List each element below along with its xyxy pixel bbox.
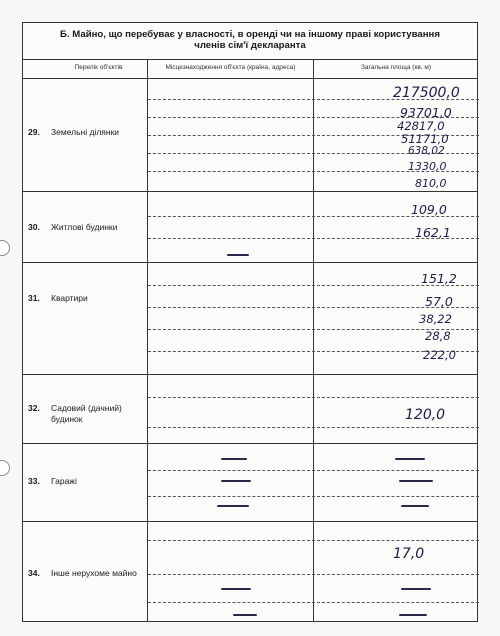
area-value: 28,8 <box>425 329 451 343</box>
area-value: 222,0 <box>423 348 456 362</box>
area-value: 810,0 <box>415 177 447 190</box>
area-value: 217500,0 <box>393 85 460 101</box>
section-houses <box>23 192 477 263</box>
section-label: Квартири <box>51 293 88 303</box>
area-value: 638,02 <box>408 145 445 157</box>
area-value: 57,0 <box>425 294 453 309</box>
binder-hole-top <box>0 240 10 256</box>
area-value: 17,0 <box>393 546 425 562</box>
column-header-location: Місцезнаходження об'єкта (країна, адреса) <box>165 64 296 71</box>
section-label: Житлові будинки <box>51 222 118 232</box>
section-number: 34. <box>28 568 40 578</box>
section-apartments <box>23 263 477 375</box>
empty-mark <box>401 505 429 507</box>
area-value: 51171,0 <box>401 132 449 146</box>
section-label: Садовий (дачний) будинок <box>51 403 122 424</box>
section-summer-house <box>23 375 477 444</box>
empty-mark <box>217 505 249 507</box>
declaration-form <box>22 22 478 622</box>
empty-mark <box>221 458 247 460</box>
section-number: 32. <box>28 403 40 413</box>
area-value: 109,0 <box>411 202 447 217</box>
form-title <box>23 29 477 51</box>
empty-mark <box>221 588 251 590</box>
column-header-type: Перелік об'єктів <box>74 64 123 71</box>
section-number: 33. <box>28 476 40 486</box>
binder-hole-bottom <box>0 460 10 476</box>
empty-mark <box>227 254 249 256</box>
empty-mark <box>221 480 251 482</box>
section-label: Земельні ділянки <box>51 127 120 137</box>
area-value: 151,2 <box>421 271 457 286</box>
area-value: 120,0 <box>405 407 446 423</box>
section-garages <box>23 444 477 522</box>
area-value: 93701,0 <box>400 105 452 120</box>
area-value: 162,1 <box>415 225 451 240</box>
form-title-line1: Б. Майно, що перебуває у власності, в оренді чи на іншому праві користування <box>60 29 440 40</box>
area-value: 38,22 <box>419 312 452 326</box>
form-title-line2: членів сім'ї декларанта <box>194 40 306 51</box>
empty-mark <box>399 614 427 616</box>
section-number: 30. <box>28 222 40 232</box>
area-value: 42817,0 <box>397 119 445 133</box>
section-number: 31. <box>28 293 40 303</box>
empty-mark <box>395 458 425 460</box>
column-header-area: Загальна площа (кв. м) <box>360 64 432 71</box>
empty-mark <box>399 480 433 482</box>
section-land-plots <box>23 79 477 192</box>
table-header <box>23 59 477 79</box>
empty-mark <box>233 614 257 616</box>
section-label: Гаражі <box>51 476 77 486</box>
section-number: 29. <box>28 127 40 137</box>
area-value: 1330,0 <box>408 160 447 173</box>
section-label: Інше нерухоме майно <box>51 568 137 578</box>
section-other-property <box>23 522 477 623</box>
empty-mark <box>401 588 431 590</box>
